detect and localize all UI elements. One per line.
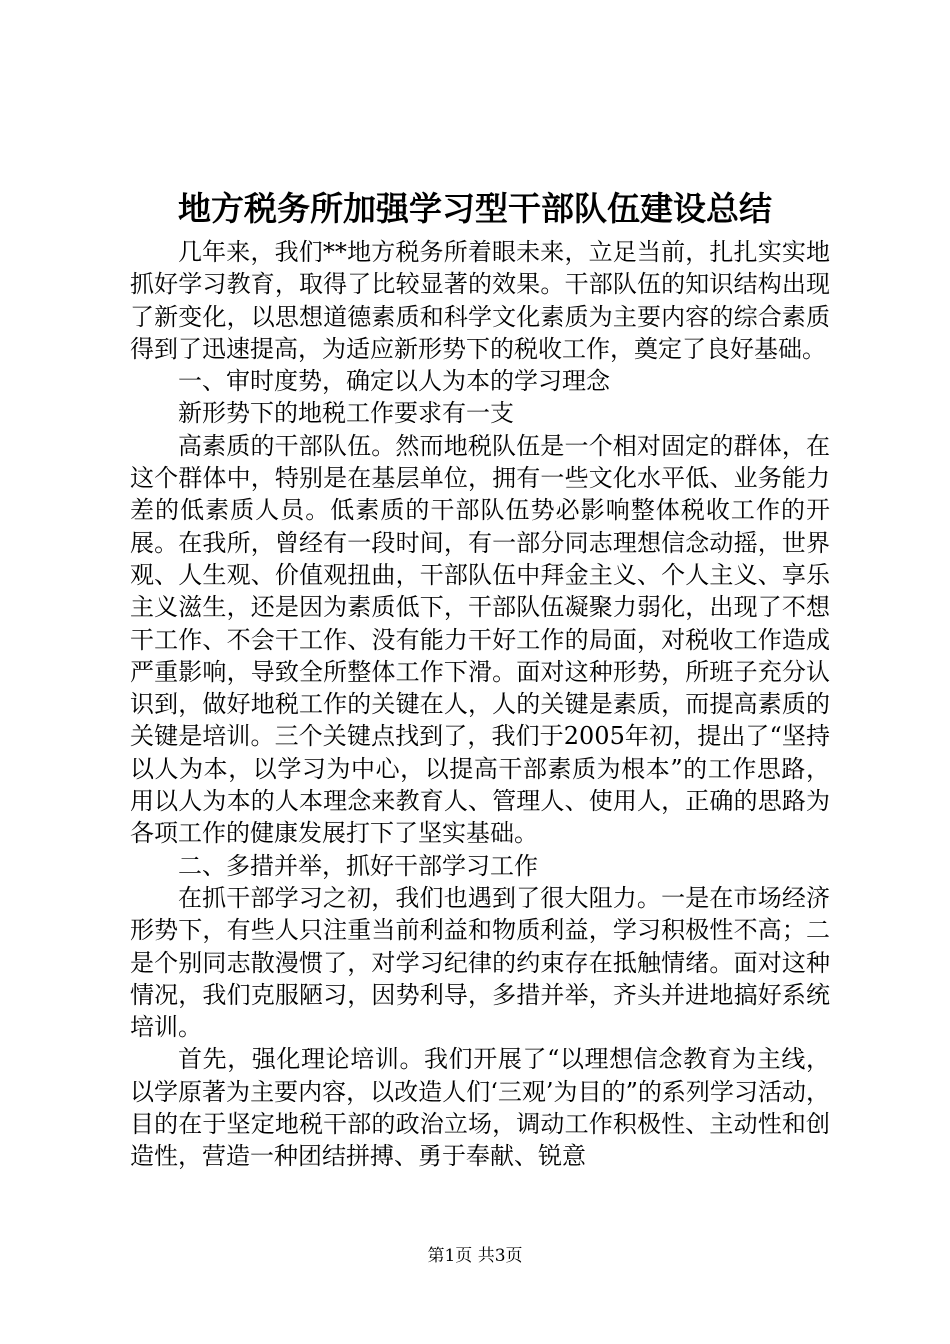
paragraph: 在抓干部学习之初，我们也遇到了很大阻力。一是在市场经济形势下，有些人只注重当前利益和物质利益，学习积极性不高；二是个别同志散漫惯了，对学习纪律的约束存在抵触情绪。面对这种情况，我们克服陋习，因势利导，多措并举，齐头并进地搞好系统培训。 — [130, 883, 830, 1042]
section-heading: 二、多措并举，抓好干部学习工作 — [178, 851, 538, 880]
paragraph-fragment: 新形势下的地税工作要求有一支 — [178, 399, 514, 428]
document-title: 地方税务所加强学习型干部队伍建设总结 — [178, 189, 772, 228]
paragraph: 几年来，我们**地方税务所着眼未来，立足当前，扎扎实实地抓好学习教育，取得了比较显著的效果。干部队伍的知识结构出现了新变化，以思想道德素质和科学文化素质为主要内容的综合素质得到了迅速提高，为适应新形势下的税收工作，奠定了良好基础。 — [130, 238, 830, 363]
paragraph: 首先，强化理论培训。我们开展了“以理想信念教育为主线，以学原著为主要内容，以改造人们‘三观’为目的”的系列学习活动，目的在于坚定地税干部的政治立场，调动工作积极性、主动性和创造性，营造一种团结拼搏、勇于奉献、锐意 — [130, 1045, 830, 1171]
section-heading: 一、审时度势，确定以人为本的学习理念 — [178, 367, 610, 396]
page-number-footer: 第1页 共3页 — [427, 1246, 523, 1266]
document-body — [130, 236, 830, 1173]
paragraph: 高素质的干部队伍。然而地税队伍是一个相对固定的群体，在这个群体中，特别是在基层单位，拥有一些文化水平低、业务能力差的低素质人员。低素质的干部队伍势必影响整体税收工作的开展。在我所，曾经有一段时间，有一部分同志理想信念动摇，世界观、人生观、价值观扭曲，干部队伍中拜金主义、个人主义、享乐主义滋生，还是因为素质低下，干部队伍凝聚力弱化，出现了不想干工作、不会干工作、没有能力干好工作的局面，对税收工作造成严重影响，导致全所整体工作下滑。面对这种形势，所班子充分认识到，做好地税工作的关键在人，人的关键是素质，而提高素质的关键是培训。三个关键点找到了，我们于2005年初，提出了“坚持以人为本，以学习为中心，以提高干部素质为根本”的工作思路，用以人为本的人本理念来教育人、管理人、使用人，正确的思路为各项工作的健康发展打下了坚实基础。 — [130, 431, 830, 848]
